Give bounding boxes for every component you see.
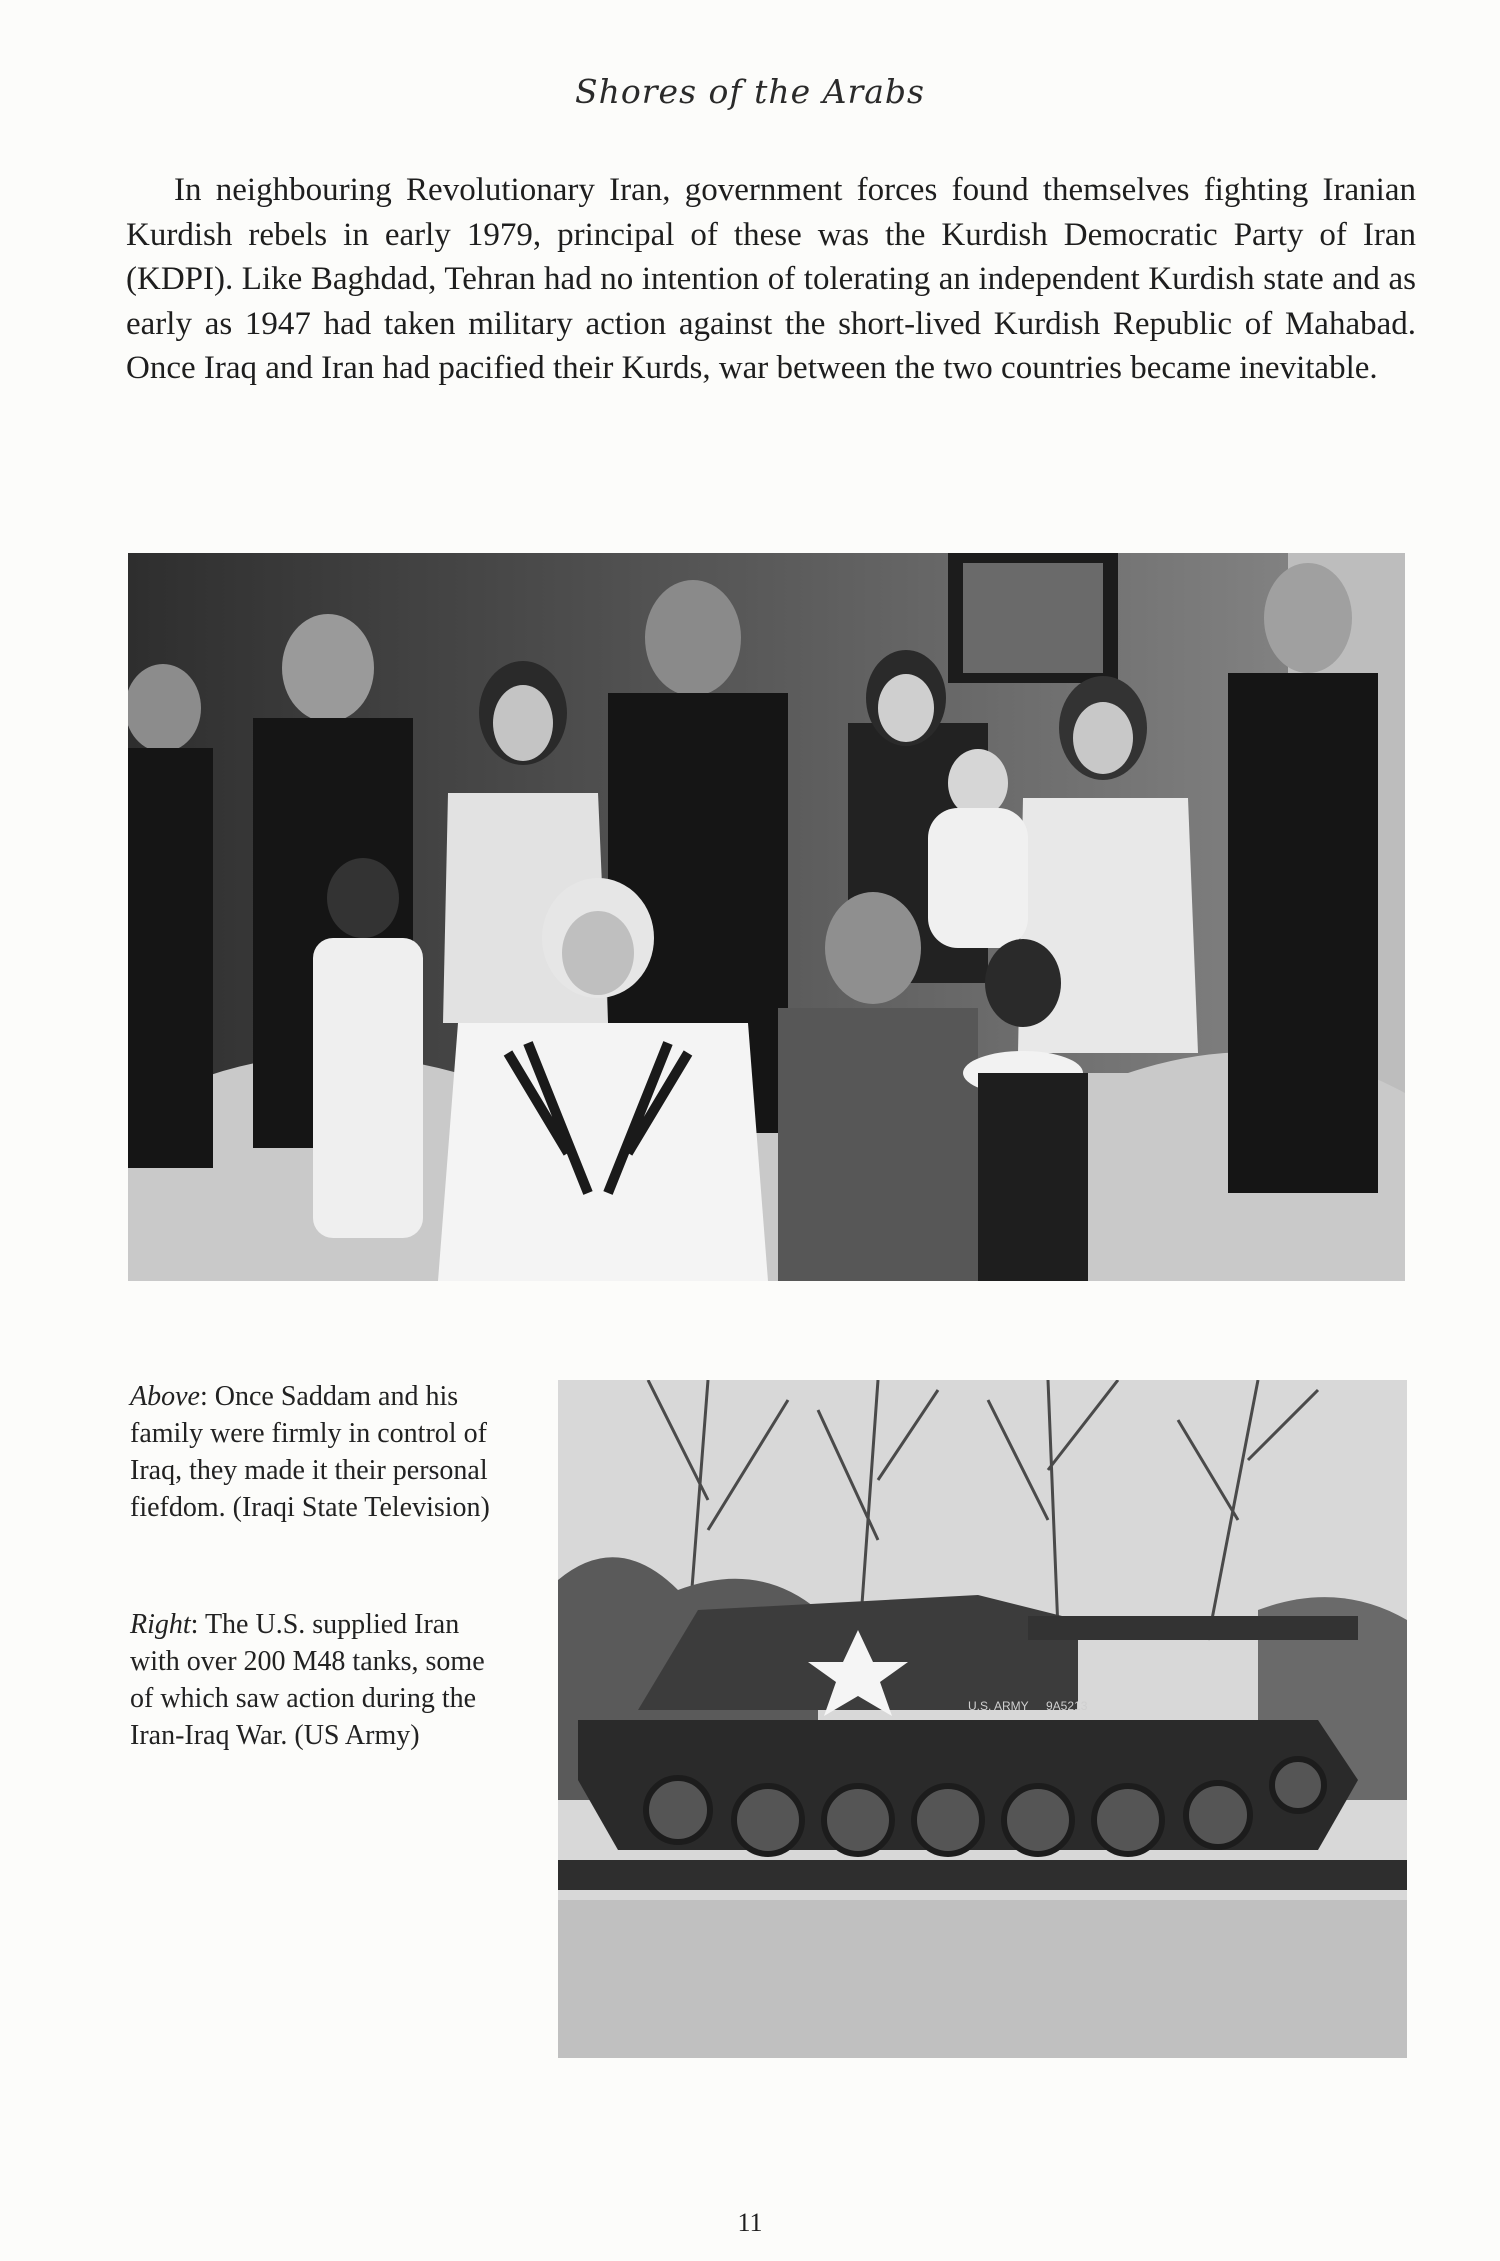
tank-unit-marking: U.S. ARMY <box>968 1699 1029 1713</box>
caption-right-text: : The U.S. supplied Iran with over 200 M48 tanks, some of which saw action during the Iran-Iraq War. (US Army) <box>130 1609 485 1751</box>
tank-photo-illustration <box>558 1380 1407 2058</box>
family-photo-illustration <box>128 553 1405 1281</box>
caption-above-text: : Once Saddam and his family were firmly in control of Iraq, they made it their personal fiefdom. (Iraqi State Television) <box>130 1381 490 1523</box>
running-head: Shores of the Arabs <box>575 72 925 111</box>
caption-right-label: Right <box>130 1609 191 1640</box>
tank-serial-marking: 9A5213 <box>1046 1699 1088 1713</box>
family-photo <box>128 553 1405 1281</box>
tank-photo <box>558 1380 1407 2058</box>
page-number: 11 <box>737 2208 763 2237</box>
caption-right <box>130 1606 510 1754</box>
body-paragraph: In neighbouring Revolutionary Iran, government forces found themselves fighting Iranian Kurdish rebels in early 1979, principal of these was the Kurdish Democratic Party of Iran (KDPI). Like Baghdad, Tehran had no intention of tolerating an independent Kurdish state and as early as 1947 had taken military action against the short-lived Kurdish Republic of Mahabad. Once Iraq and Iran had pacified their Kurds, war between the two countries became inevitable. <box>126 172 1416 386</box>
caption-above-label: Above <box>130 1381 200 1412</box>
caption-above <box>130 1378 510 1526</box>
